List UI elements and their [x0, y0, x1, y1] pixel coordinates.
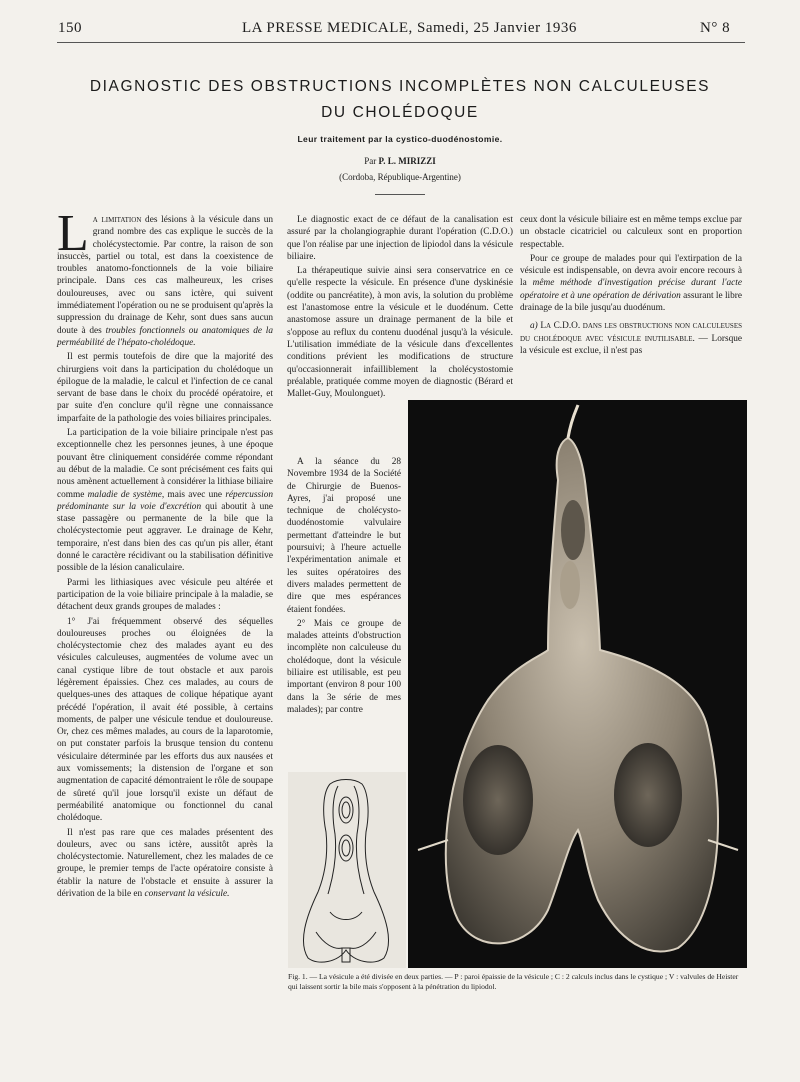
paragraph: Il est permis toutefois de dire que la majorité des chirurgiens voit dans la participation du cholédoque un épilogue de la maladie, le calcul et l'infection de ce canal servant de base dans le choix du procédé opératoire, et par suite d'en conclure qu'il règne une connaissance imparfaite de la pathologie des voies biliaires principales.	[57, 352, 273, 424]
paragraph: Le diagnostic exact de ce défaut de la canalisation est assuré par la cholangiographie durant l'opération (C.D.O.) que l'on réalise par une injection de lipiodol dans la vésicule biliaire.	[287, 215, 513, 262]
running-header	[242, 20, 577, 37]
affiliation: (Cordoba, République-Argentine)	[339, 172, 461, 182]
byline-prefix: Par	[364, 156, 377, 166]
article-subtitle: Leur traitement par la cystico-duodénostomie.	[297, 134, 503, 144]
issue-date: Samedi, 25 Janvier 1936	[417, 20, 577, 36]
issue-number: N° 8	[700, 20, 731, 36]
article-title-line2: DU CHOLÉDOQUE	[321, 104, 479, 121]
journal-name: LA PRESSE MEDICALE,	[242, 20, 413, 36]
specimen-image	[408, 400, 747, 968]
specimen-photograph	[408, 400, 747, 968]
paragraph: La limitation des lésions à la vésicule dans un grand nombre des cas explique le succès de la cholécystectomie. Par contre, la raison de son insuccès, partiel ou total, est dans la coexistence de troubles anatomo-fonctionnels de la voie biliaire principale. Dans ces cas malheureux, les crises douloureuses, avec ou sans ictère, qui suivent immédiatement l'opération ou ne se produisent qu'après la suppression du drainage de Kehr, sont dues sans aucun doute à des troubles fonctionnels ou anatomiques de la perméabilité de l'hépato-cholédoque.	[57, 205, 273, 348]
paragraph: La participation de la voie biliaire principale n'est pas exceptionnelle chez les personnes jeunes, à une époque pouvant être cliniquement considérée comme répondant au début de la maladie. Ce sont précisément ces faits qui nous amènent actuellement à considérer la lithiase biliaire comme maladie de système, mais avec une répercussion prédominante sur la voie d'excrétion qui aboutit à une stase passagère ou permanente de la bile que la cholécystectomie peut aggraver. Le drainage de Kehr, temporaire, n'est dans bien des cas qu'un pis aller, étant donné le caractère récidivant ou la stabilisation définitive possible de la lésion canaliculaire.	[57, 428, 273, 574]
byline	[0, 156, 800, 166]
column-2	[287, 214, 513, 402]
paragraph: La thérapeutique suivie ainsi sera conservatrice en ce qu'elle respecte la vésicule. En présence d'une dyskinésie (oddite ou pancréatite), à mon avis, la solution du problème est l'anastomose entre la vésicule et le duodénum. Cette anastomose assure un drainage permanent de la bile et s'oppose au reflux du contenu duodénal jusqu'à la vésicule. L'utilisation immédiate de la vésicule dans d'excellentes conditions prévient les modifications de structure qu'occasionnerait infailliblement la cholécystostomie préalable, pratiquée comme moyen de diagnostic (Bérard et Mallet-Guy, Moulonguet).	[287, 266, 513, 400]
page-number: 150	[58, 20, 82, 36]
column-2-narrow	[287, 456, 401, 718]
paragraph: 2° Mais ce groupe de malades atteints d'obstruction incomplète non calculeuse du cholédoque, dont la vésicule biliaire est utilisable, est peu important (environ 8 pour 100 dans la 3e série de mes malades); par contre	[287, 618, 401, 715]
title-divider	[375, 194, 425, 195]
author-name: P. L. MIRIZZI	[378, 156, 436, 166]
drop-cap: L	[57, 205, 89, 262]
section-heading: a) La C.D.O. dans les obstructions non calculeuses du cholédoque avec vésicule inutilisable. — Lorsque la vésicule est exclue, il n'est pas	[520, 321, 742, 356]
column-1	[57, 205, 273, 902]
paragraph: Pour ce groupe de malades pour qui l'extirpation de la vésicule est indispensable, on devra avoir encore recours à la même méthode d'investigation précise durant l'acte opératoire et à une opération de dérivation assurant le libre drainage de la bile jusqu'au duodénum.	[520, 253, 742, 314]
gallbladder-diagram	[288, 772, 406, 968]
paragraph: Il n'est pas rare que ces malades présentent des douleurs, avec ou sans ictère, aussitôt après la cholécystectomie. Naturellement, chez les malades de ce groupe, le premier temps de l'acte opératoire consiste à établir la nature de l'obstacle et ensuite à assurer la dérivation de la bile en conservant la vésicule.	[57, 827, 273, 900]
column-3	[520, 214, 742, 359]
header-rule	[57, 42, 745, 43]
article-title-line1: DIAGNOSTIC DES OBSTRUCTIONS INCOMPLÈTES NON CALCULEUSES	[89, 78, 711, 95]
diagram-drawing	[288, 772, 406, 968]
paragraph: Parmi les lithiasiques avec vésicule peu altérée et participation de la voie biliaire principale à la maladie, se détachent deux grands groupes de malades :	[57, 577, 273, 613]
paragraph: ceux dont la vésicule biliaire est en même temps exclue par un obstacle cicatriciel ou calculeux sont en proportion respectable.	[520, 215, 742, 250]
figure-caption: Fig. 1. — La vésicule a été divisée en deux parties. — P : paroi épaissie de la vésicule ; C : 2 calculs inclus dans le cystique ; V : valvules de Heister qui laissent sortir la bile mais s'opposent à la pénétration du lipiodol.	[288, 972, 739, 991]
paragraph: A la séance du 28 Novembre 1934 de la Société de Chirurgie de Buenos-Ayres, j'ai proposé une technique de cholécysto-duodénostomie valvulaire permettant d'atteindre le but poursuivi; à l'heure actuelle l'expérimentation animale et les suites opératoires des divers malades permettent de dire que mes espérances étaient fondées.	[287, 457, 401, 615]
paragraph: 1° J'ai fréquemment observé des séquelles douloureuses proches ou éloignées de la cholécystectomie chez des malades ayant eu des vésicules calculeuses, augmentées de volume avec un canal cystique libre de tout obstacle et aux parois légèrement épaissies. Chez ces malades, au cours de quelques-unes des attaques de colique hépatique ayant précédé l'opération, il avait été possible, à certains moments, de palper une vésicule tendue et douloureuse. Or, chez ces mêmes malades, au cours de la laparotomie, on put constater parfois la brusque tension du contenu vésiculaire déterminée par les efforts dus aux nausées et aux vomissements; la distension de l'organe et son augmentation de capacité démontraient le rôle de soupape de sûreté qu'il joue lorsqu'il existe un défaut de perméabilité anatomique ou fonctionnel du canal cholédoque.	[57, 616, 273, 824]
